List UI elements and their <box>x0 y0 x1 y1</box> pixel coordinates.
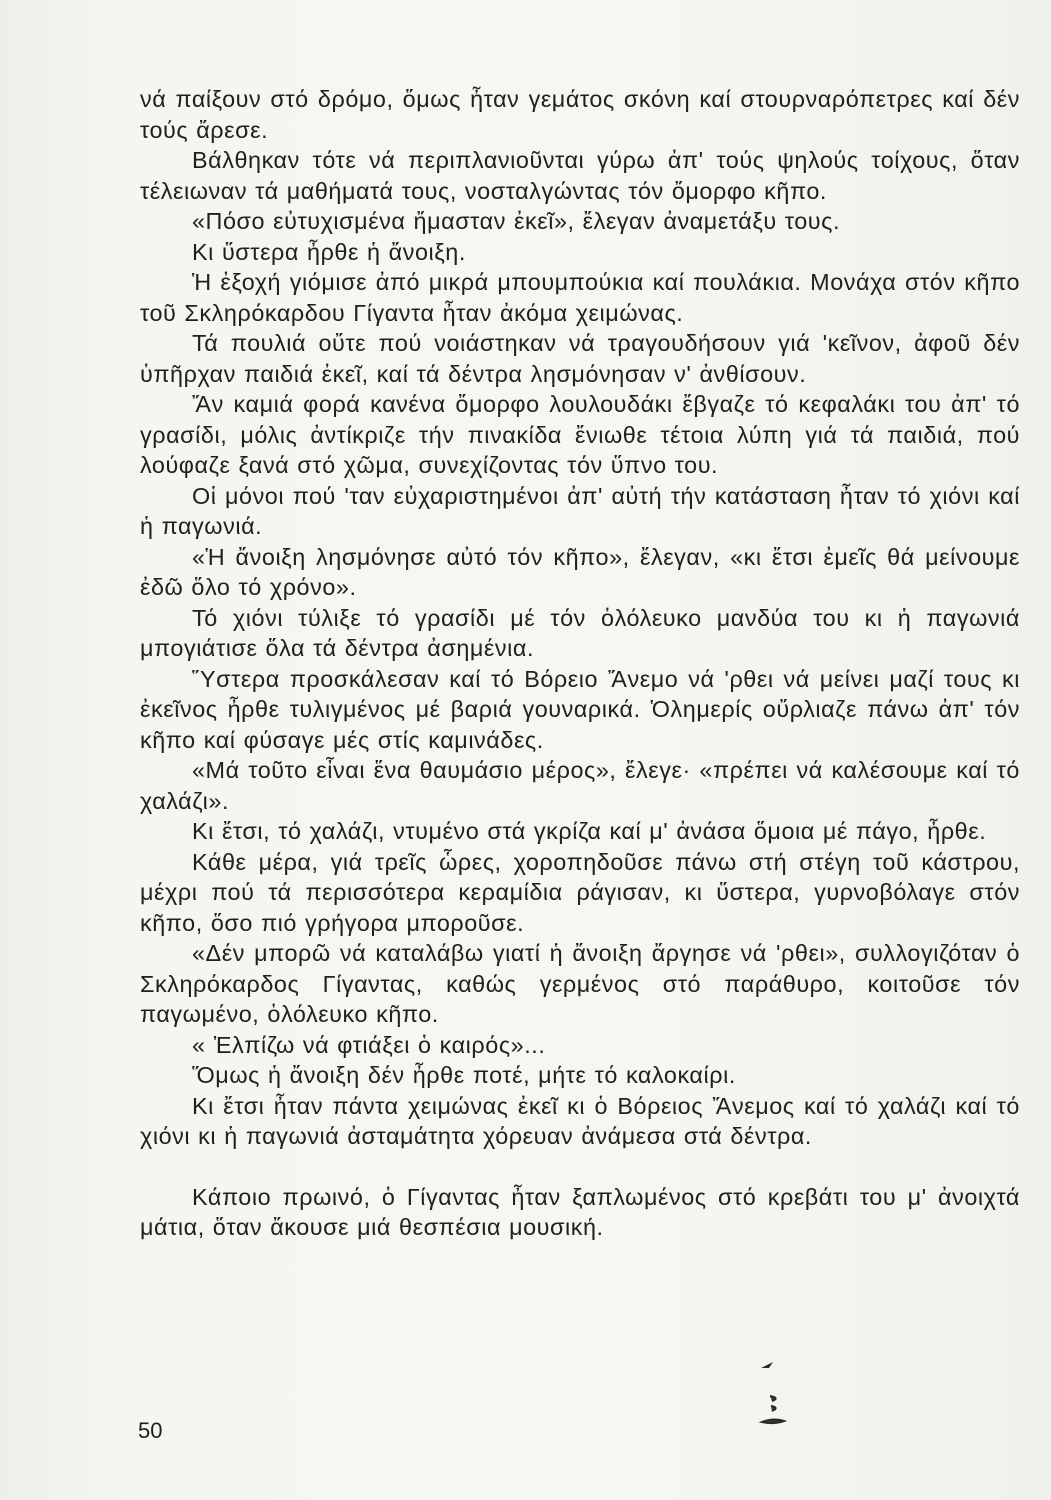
paragraph: « Ἐλπίζω νά φτιάξει ὁ καιρός»... <box>192 1031 546 1058</box>
paragraph: Τό χιόνι τύλιξε τό γρασίδι μέ τόν ὁλόλευκο μανδύα του κι ἡ παγωνιά μπογιάτισε ὅλα τά δέντρα ἀσημένια. <box>140 604 1020 661</box>
paragraph: Κι ἔτσι, τό χαλάζι, ντυμένο στά γκρίζα καί μ' ἀνάσα ὅμοια μέ πάγο, ἦρθε. <box>192 818 987 844</box>
paragraph: «Ἡ ἄνοιξη λησμόνησε αὐτό τόν κῆπο», ἔλεγαν, «κι ἔτσι ἐμεῖς θά μείνουμε ἐδῶ ὅλο τό χρόνο». <box>140 543 1020 600</box>
paragraph: Κάποιο πρωινό, ὁ Γίγαντας ἦταν ξαπλωμένος στό κρεβάτι του μ' ἀνοιχτά μάτια, ὅταν ἄκουσε μιά θεσπέσια μουσική. <box>140 1183 1020 1240</box>
paragraph: νά παίξουν στό δρόμο, ὅμως ἦταν γεμάτος σκόνη καί στουρναρόπετρες καί δέν τούς ἄρεσε. <box>140 86 1020 143</box>
ink-smudge-icon <box>758 1392 788 1432</box>
paragraph: Κι ὕστερα ἦρθε ἡ ἄνοιξη. <box>192 238 466 265</box>
paragraph: «Δέν μπορῶ νά καταλάβω γιατί ἡ ἄνοιξη ἄργησε νά 'ρθει», συλλογιζόταν ὁ Σκληρόκαρδος Γίγαντας, καθώς γερμένος στό παράθυρο, κοιτοῦσε τόν παγωμένο, ὁλόλευκο κῆπο. <box>140 940 1020 1027</box>
page-number: 50 <box>138 1418 163 1443</box>
paragraph: Ἄν καμιά φορά κανένα ὄμορφο λουλουδάκι ἔβγαζε τό κεφαλάκι του ἀπ' τό γρασίδι, μόλις ἀντίκριζε τήν πινακίδα ἔνιωθε τέτοια λύπη γιά τά παιδιά, πού λούφαζε ξανά στό χῶμα, συνεχίζοντας τόν ὕπνο του. <box>140 391 1020 478</box>
paragraph: Οἱ μόνοι πού 'ταν εὐχαριστημένοι ἀπ' αὐτή τήν κατάσταση ἦταν τό χιόνι καί ἡ παγωνιά. <box>140 482 1020 539</box>
paragraph: Κάθε μέρα, γιά τρεῖς ὧρες, χοροπηδοῦσε πάνω στή στέγη τοῦ κάστρου, μέχρι πού τά περισσότερα κεραμίδια ράγισαν, κι ὕστερα, γυρνοβόλαγε στόν κῆπο, ὅσο πιό γρήγορα μποροῦσε. <box>140 848 1020 936</box>
paragraph: «Πόσο εὐτυχισμένα ἤμασταν ἐκεῖ», ἔλεγαν ἀναμετάξυ τους. <box>192 208 840 234</box>
paragraph: Κι ἔτσι ἦταν πάντα χειμώνας ἐκεῖ κι ὁ Βόρειος Ἄνεμος καί τό χαλάζι καί τό χιόνι κι ἡ παγωνιά ἀσταμάτητα χόρευαν ἀνάμεσα στά δέντρα. <box>140 1092 1020 1149</box>
paragraph: Ἡ ἐξοχή γιόμισε ἀπό μικρά μπουμπούκια καί πουλάκια. Μονάχα στόν κῆπο τοῦ Σκληρόκαρδου Γίγαντα ἦταν ἀκόμα χειμώνας. <box>140 269 1020 326</box>
paragraph: Ὕστερα προσκάλεσαν καί τό Βόρειο Ἄνεμο νά 'ρθει νά μείνει μαζί τους κι ἐκεῖνος ἦρθε τυλιγμένος μέ βαριά γουναρικά. Ὁλημερίς οὔρλιαζε πάνω ἀπ' τόν κῆπο καί φύσαγε μές στίς καμινάδες. <box>140 665 1020 753</box>
paragraph: Ὅμως ἡ ἄνοιξη δέν ἦρθε ποτέ, μήτε τό καλοκαίρι. <box>192 1062 736 1088</box>
paragraph: «Μά τοῦτο εἶναι ἕνα θαυμάσιο μέρος», ἔλεγε· «πρέπει νά καλέσουμε καί τό χαλάζι». <box>140 757 1020 814</box>
paragraph: Βάλθηκαν τότε νά περιπλανιοῦνται γύρω ἀπ' τούς ψηλούς τοίχους, ὅταν τέλειωναν τά μαθήματά τους, νοσταλγώντας τόν ὄμορφο κῆπο. <box>140 147 1020 204</box>
paragraph: Τά πουλιά οὔτε πού νοιάστηκαν νά τραγουδήσουν γιά 'κεῖνον, ἀφοῦ δέν ὑπῆρχαν παιδιά ἐκεῖ, καί τά δέντρα λησμόνησαν ν' ἀνθίσουν. <box>140 330 1020 387</box>
body-text <box>140 84 1020 1243</box>
ink-mark-icon <box>757 1356 787 1396</box>
